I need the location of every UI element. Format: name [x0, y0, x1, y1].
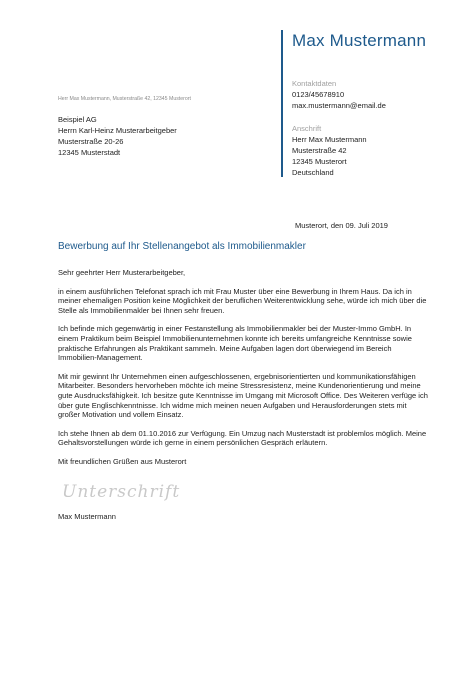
address-block — [292, 124, 367, 178]
address-line: Herr Max Mustermann — [292, 135, 367, 144]
body-paragraph: in einem ausführlichen Telefonat sprach ich mit Frau Muster über eine Bewerbung in Ihrem Haus. Da ich in meiner ehemaligen Position keine Möglichkeit der beruflichen Weiterentwicklung sehe, würde ich mich über die Stelle als Immobilienmakler bei Ihnen sehr freuen. — [58, 286, 427, 315]
recipient-block — [58, 114, 177, 158]
signer-name: Max Mustermann — [58, 512, 116, 521]
letter-body — [58, 268, 428, 476]
address-line: 12345 Musterort — [292, 157, 347, 166]
address-line: Deutschland — [292, 168, 334, 177]
recipient-line: 12345 Musterstadt — [58, 148, 121, 157]
letter-subject: Bewerbung auf Ihr Stellenangebot als Immobilienmakler — [58, 241, 306, 252]
signature-placeholder: Unterschrift — [62, 482, 181, 502]
recipient-line: Musterstraße 20-26 — [58, 137, 124, 146]
address-line: Musterstraße 42 — [292, 146, 347, 155]
header-divider — [281, 30, 283, 177]
contact-email: max.mustermann@email.de — [292, 101, 386, 110]
return-address-line: Herr Max Mustermann, Musterstraße 42, 12345 Musterort — [58, 96, 191, 102]
contact-block — [292, 79, 386, 111]
body-paragraph: Mit mir gewinnt Ihr Unternehmen einen aufgeschlossenen, ergebnisorientierten und kommunikationsfähigen Mitarbeiter. Besonders hervorheben möchte ich meine Stressresistenz, meine Kundenorientierung und meine gute Ausdrucksfähigkeit. Ich besitze gute Kenntnisse im Umgang mit Microsoft Office. Des Weiteren verfüge ich über gute Englischkenntnisse. Ich widme mich meinen neuen Aufgaben und Herausforderungen stets mit großer Motivation und vollem Einsatz. — [58, 371, 428, 420]
closing: Mit freundlichen Grüßen aus Musterort — [58, 456, 187, 466]
salutation: Sehr geehrter Herr Musterarbeitgeber, — [58, 268, 186, 277]
address-label: Anschrift — [292, 124, 322, 133]
contact-label: Kontaktdaten — [292, 79, 337, 88]
sender-name-heading: Max Mustermann — [292, 31, 427, 50]
letter-date: Musterort, den 09. Juli 2019 — [295, 221, 388, 230]
recipient-line: Herrn Karl-Heinz Musterarbeitgeber — [58, 126, 177, 135]
body-paragraph: Ich stehe Ihnen ab dem 01.10.2016 zur Verfügung. Ein Umzug nach Musterstadt ist problemlos möglich. Meine Gehaltsvorstellungen würde ich gerne in einem persönlichen Gespräch erläutern. — [58, 428, 427, 448]
recipient-line: Beispiel AG — [58, 115, 97, 124]
body-paragraph: Ich befinde mich gegenwärtig in einer Festanstellung als Immobilienmakler bei der Muster-Immo GmbH. In einem Praktikum beim Beispiel Immobilienunternehmen konnte ich bereits umfangreiche Kenntnisse sowie praktische Erfahrungen als Praktikant sammeln. Meine Aufgaben lagen dort überwiegend im Bereich Immobilien-Management. — [58, 324, 412, 363]
contact-phone: 0123/45678910 — [292, 90, 345, 99]
